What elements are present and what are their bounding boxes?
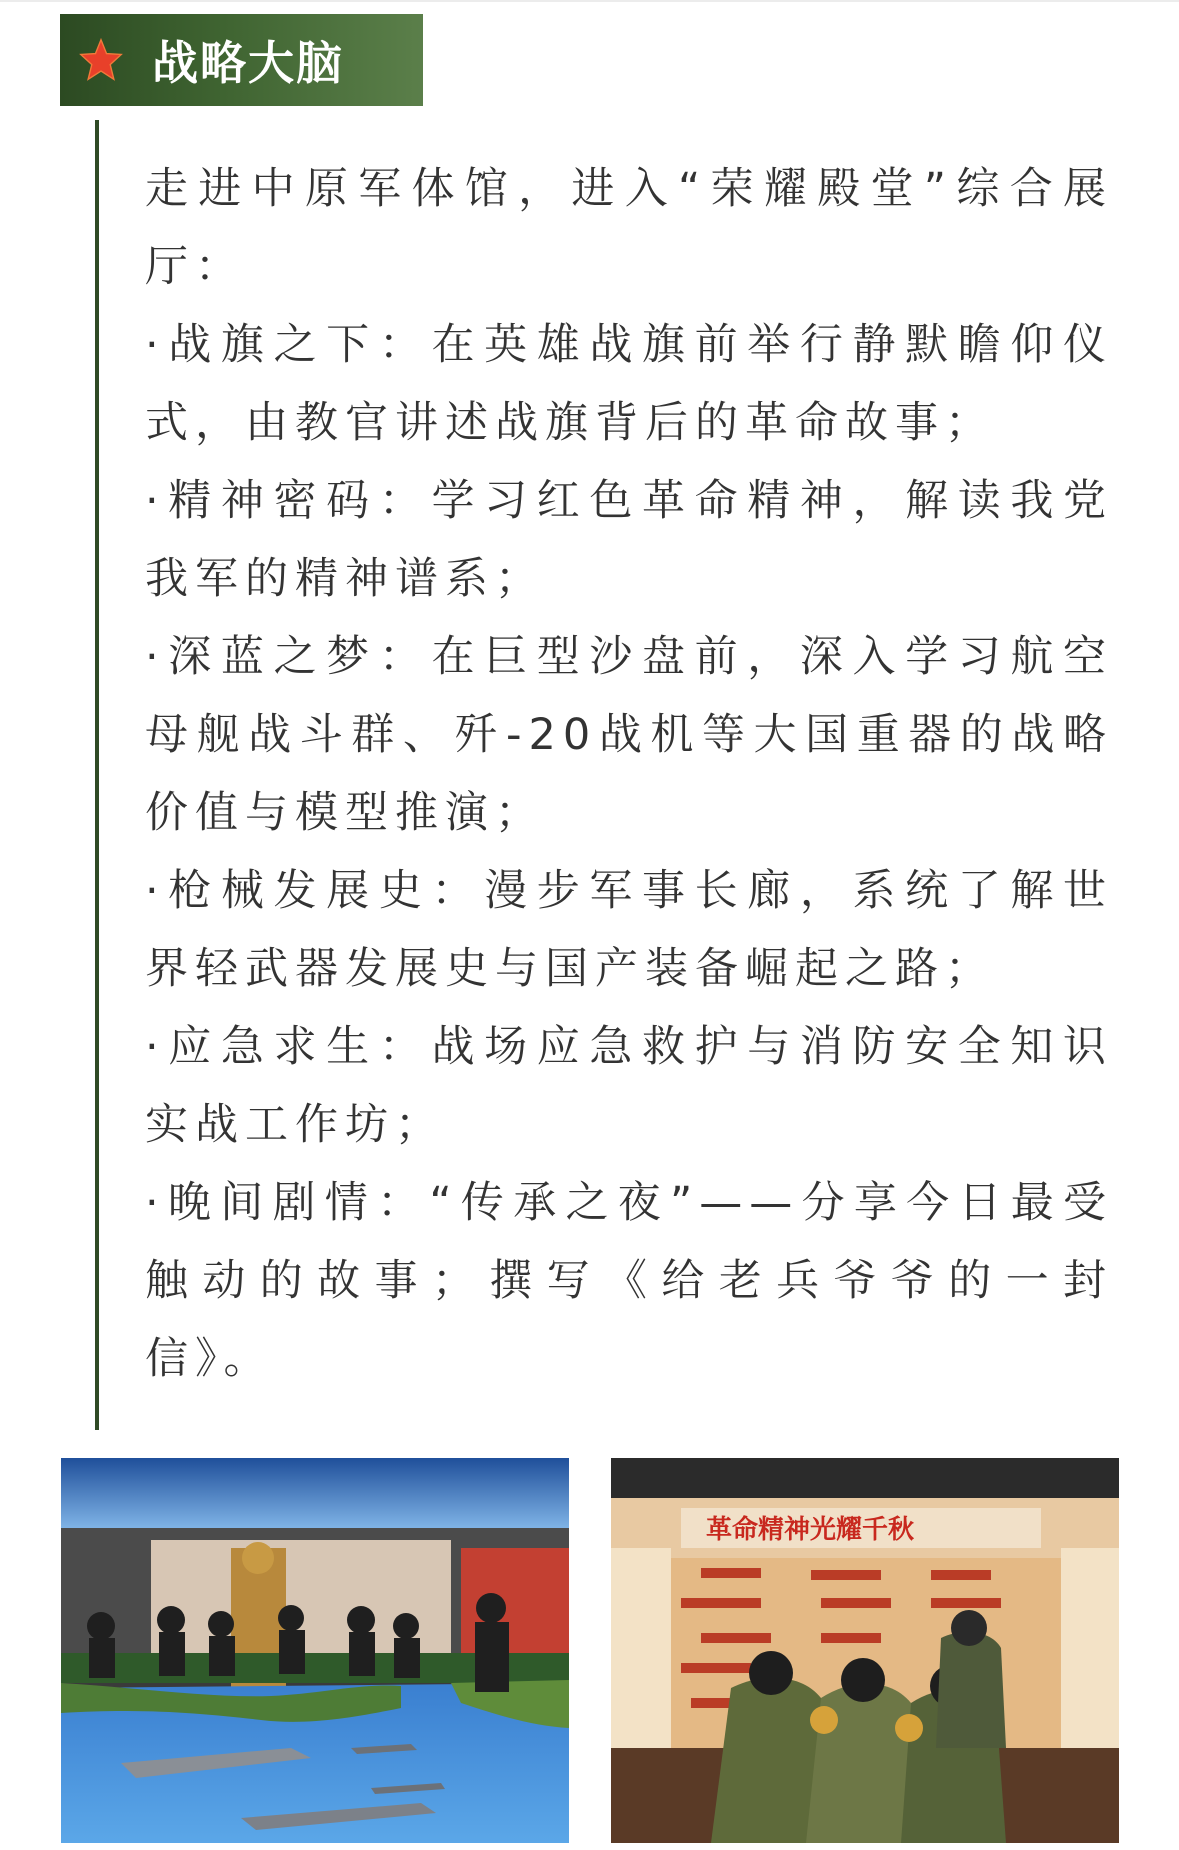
paragraph-deep-blue: ·深蓝之梦：在巨型沙盘前，深入学习航空母舰战斗群、歼-20战机等大国重器的战略价值与模型推演； (145, 632, 1113, 838)
sand-table-photo (61, 1458, 569, 1843)
paragraph-battle-flag: ·战旗之下：在英雄战旗前举行静默瞻仰仪式，由教官讲述战旗背后的革命故事； (145, 320, 1113, 448)
star-icon (78, 37, 124, 83)
top-divider (0, 0, 1179, 2)
paragraph-intro: 走进中原军体馆，进入“荣耀殿堂”综合展厅： (145, 164, 1113, 292)
photo-row (0, 1458, 1179, 1843)
spirit-wall-photo (611, 1458, 1119, 1843)
photo-wall-title: 革命精神光耀千秋 (706, 1514, 915, 1544)
paragraph-emergency: ·应急求生：战场应急救护与消防安全知识实战工作坊； (145, 1022, 1113, 1150)
paragraph-evening: ·晚间剧情：“传承之夜”——分享今日最受触动的故事；撰写《给老兵爷爷的一封信》。 (145, 1178, 1113, 1384)
section-header (60, 14, 423, 106)
section-title: 战略大脑 (152, 36, 344, 90)
paragraph-spirit-code: ·精神密码：学习红色革命精神，解读我党我军的精神谱系； (145, 476, 1113, 604)
article-body (145, 150, 1113, 1398)
paragraph-firearms-history: ·枪械发展史：漫步军事长廊，系统了解世界轻武器发展史与国产装备崛起之路； (145, 866, 1113, 994)
left-rule (95, 120, 99, 1430)
